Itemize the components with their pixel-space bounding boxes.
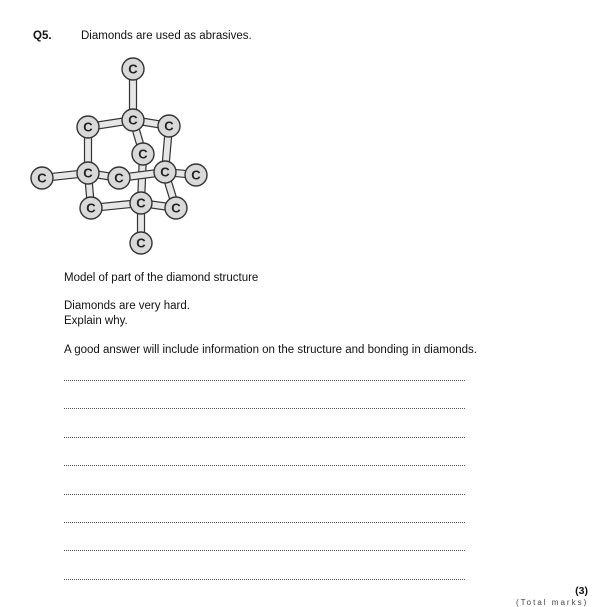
carbon-atom <box>132 143 154 165</box>
carbon-atom <box>122 58 144 80</box>
carbon-atom <box>80 197 102 219</box>
atom-label: C <box>37 170 47 186</box>
atom-label: C <box>86 200 96 216</box>
instruction-explain: Explain why. <box>64 315 128 327</box>
answer-line[interactable] <box>64 550 465 551</box>
carbon-atom <box>185 164 207 186</box>
atom-label: C <box>128 112 138 128</box>
answer-line[interactable] <box>64 494 465 495</box>
answer-line[interactable] <box>64 380 465 381</box>
total-marks-partial: (Total marks) <box>516 598 589 607</box>
carbon-atom <box>158 115 180 137</box>
answer-line[interactable] <box>64 522 465 523</box>
answer-line[interactable] <box>64 579 465 580</box>
carbon-atom <box>77 162 99 184</box>
atom-label: C <box>160 164 170 180</box>
carbon-atom <box>165 197 187 219</box>
atom-label: C <box>114 170 124 186</box>
atom-label: C <box>83 119 93 135</box>
atom-group <box>31 58 207 254</box>
question-number: Q5. <box>33 30 52 42</box>
answer-line[interactable] <box>64 408 465 409</box>
atom-label: C <box>128 61 138 77</box>
carbon-atom <box>130 232 152 254</box>
carbon-atom <box>77 116 99 138</box>
atom-label: C <box>136 235 146 251</box>
atom-label: C <box>136 195 146 211</box>
marks-available: (3) <box>575 585 588 597</box>
carbon-atom <box>108 167 130 189</box>
atom-label: C <box>138 146 148 162</box>
carbon-atom <box>154 161 176 183</box>
carbon-atom <box>31 167 53 189</box>
diagram-caption: Model of part of the diamond structure <box>64 272 259 284</box>
answer-line[interactable] <box>64 465 465 466</box>
atom-label: C <box>164 118 174 134</box>
question-intro: Diamonds are used as abrasives. <box>81 30 252 42</box>
atom-label: C <box>83 165 93 181</box>
answer-guidance: A good answer will include information on the structure and bonding in diamonds. <box>64 344 477 356</box>
answer-line[interactable] <box>64 437 465 438</box>
atom-label: C <box>191 167 201 183</box>
atom-label: C <box>171 200 181 216</box>
statement-hard: Diamonds are very hard. <box>64 300 190 312</box>
carbon-atom <box>122 109 144 131</box>
carbon-atom <box>130 192 152 214</box>
